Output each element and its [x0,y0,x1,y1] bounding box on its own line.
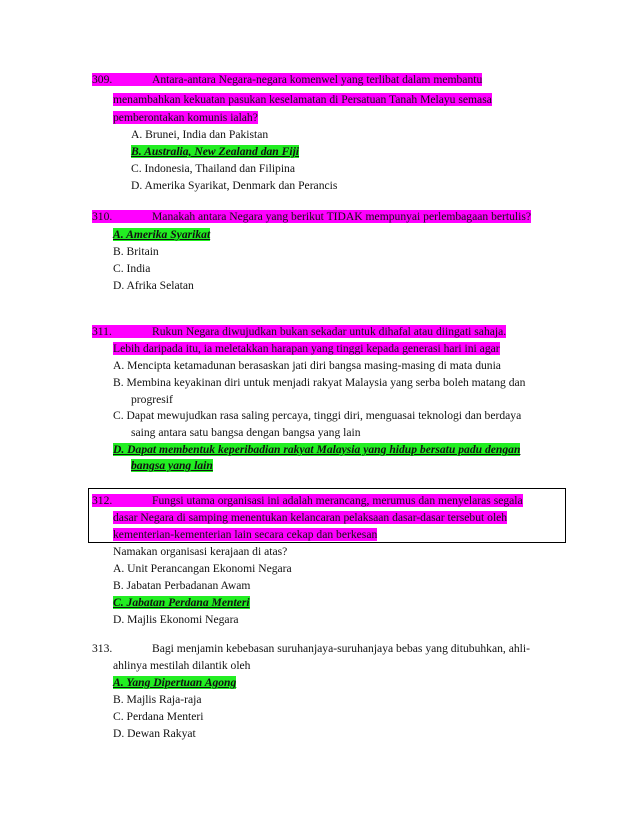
q309-line-1 [92,72,482,87]
q310-number: 310. [92,210,113,223]
q311-option-a: A. Mencipta ketamadunan berasaskan jati diri bangsa masing-masing di mata dunia [113,359,501,372]
q311-number: 311. [92,325,112,338]
q313-line-1 [92,641,530,656]
q310-option-c: C. India [113,262,151,275]
q311-option-b-cont: progresif [131,393,173,406]
q311-option-c-cont: saing antara satu bangsa dengan bangsa yang lain [131,426,361,439]
q313-number: 313. [92,642,113,655]
q313-option-c: C. Perdana Menteri [113,710,204,723]
q313-text-1: Bagi menjamin kebebasan suruhanjaya-suruhanjaya bebas yang ditubuhkan, ahli- [152,642,530,655]
q309-option-c: C. Indonesia, Thailand dan Filipina [131,162,296,175]
q312-option-d: D. Majlis Ekonomi Negara [113,613,239,626]
q309-number: 309. [92,73,113,86]
q313-option-d: D. Dewan Rakyat [113,727,196,740]
q309-option-d: D. Amerika Syarikat, Denmark dan Perancis [131,179,338,192]
q309-line-3: pemberontakan komunis ialah? [113,111,258,124]
q312-option-b: B. Jabatan Perbadanan Awam [113,579,251,592]
q309-text-1: Antara-antara Negara-negara komenwel yang terlibat dalam membantu [152,73,483,86]
q311-option-c: C. Dapat mewujudkan rasa saling percaya, tinggi diri, menguasai teknologi dan berdaya [113,409,522,422]
q313-option-b: B. Majlis Raja-raja [113,693,202,706]
q309-option-b: B. Australia, New Zealand dan Fiji [131,145,300,158]
q312-number: 312. [92,494,113,507]
q312-line-3: kementerian-kementerian lain secara cekap dan berkesan [113,528,378,541]
q312-line-2: dasar Negara di samping menentukan kelancaran pelaksaan dasar-dasar tersebut oleh [113,511,508,524]
q310-option-b: B. Britain [113,245,159,258]
q313-line-2: ahlinya mestilah dilantik oleh [113,659,251,672]
q309-option-a: A. Brunei, India dan Pakistan [131,128,269,141]
q310-text-1: Manakah antara Negara yang berikut TIDAK mempunyai perlembagaan bertulis? [152,210,532,223]
q311-text-1: Rukun Negara diwujudkan bukan sekadar untuk dihafal atau diingati sahaja. [152,325,507,338]
q312-text-1: Fungsi utama organisasi ini adalah merancang, merumus dan menyelaras segala [152,494,523,507]
q309-line-2: menambahkan kekuatan pasukan keselamatan di Persatuan Tanah Melayu semasa [113,93,492,106]
q311-line-2: Lebih daripada itu, ia meletakkan harapan yang tinggi kepada generasi hari ini agar [113,342,500,355]
q311-option-d-cont: bangsa yang lain [131,459,213,472]
q312-option-c: C. Jabatan Perdana Menteri [113,596,250,609]
q310-line-1 [92,209,531,224]
q312-line-1 [92,493,523,508]
q312-line-4: Namakan organisasi kerajaan di atas? [113,545,288,558]
q310-option-d: D. Afrika Selatan [113,279,194,292]
q313-option-a: A. Yang Dipertuan Agong [113,676,237,689]
q311-option-d: D. Dapat membentuk keperibadian rakyat Malaysia yang hidup bersatu padu dengan [113,443,521,456]
q311-option-b: B. Membina keyakinan diri untuk menjadi rakyat Malaysia yang serba boleh matang dan [113,376,526,389]
q311-line-1 [92,324,506,339]
q312-option-a: A. Unit Perancangan Ekonomi Negara [113,562,292,575]
q310-option-a: A. Amerika Syarikat [113,228,211,241]
